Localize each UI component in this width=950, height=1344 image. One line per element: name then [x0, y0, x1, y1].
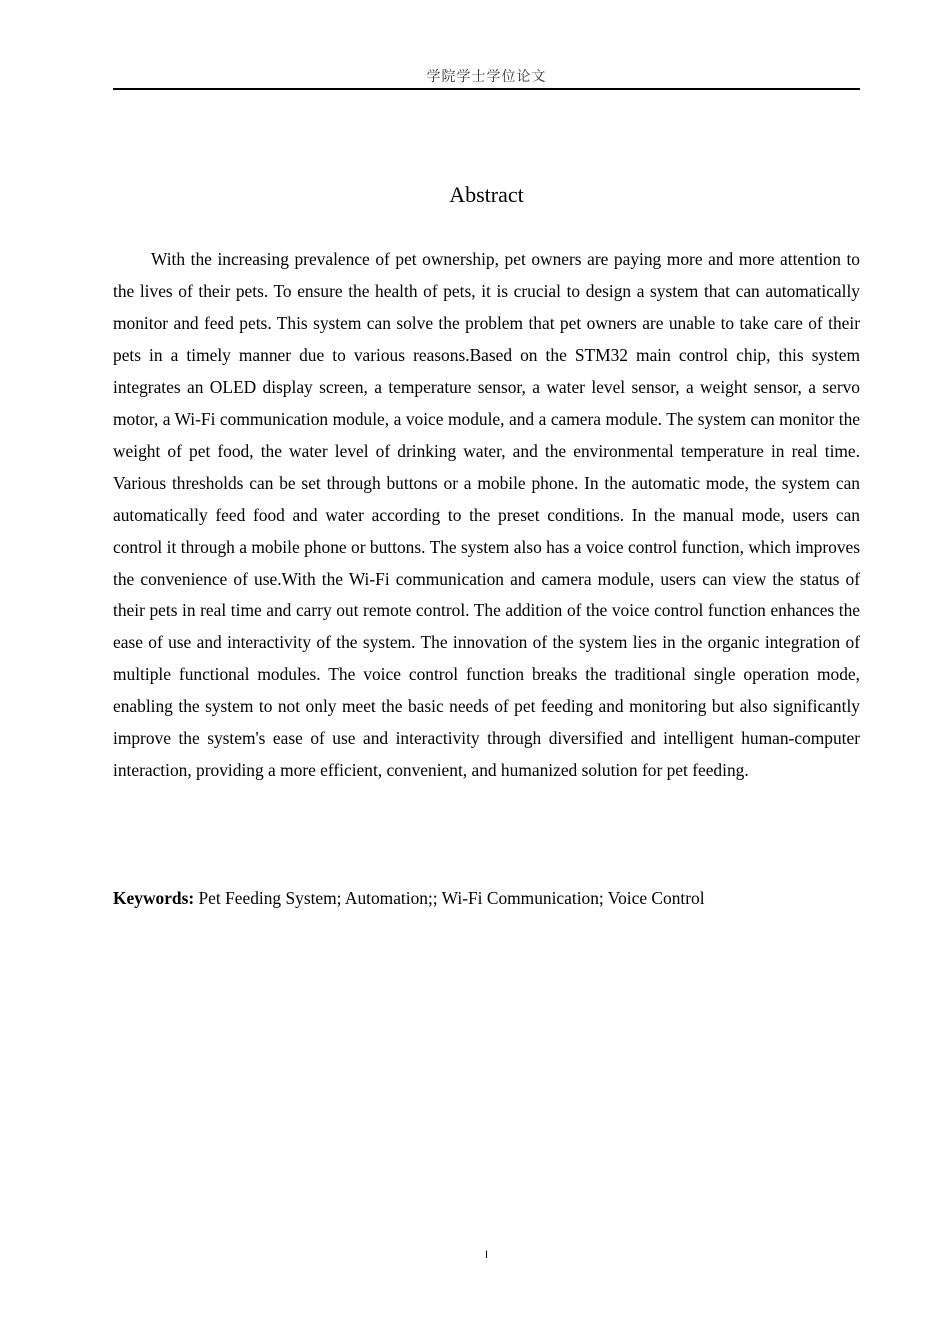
header-rule [113, 88, 860, 90]
page-number: I [484, 1249, 489, 1261]
keywords-text: Pet Feeding System; Automation;; Wi-Fi Communication; Voice Control [198, 888, 705, 908]
keywords-line [113, 883, 860, 913]
abstract-body: With the increasing prevalence of pet ownership, pet owners are paying more and more attention to the lives of their pets. To ensure the health of pets, it is crucial to design a system that can automatically monitor and feed pets. This system can solve the problem that pet owners are unable to take care of their pets in a timely manner due to various reasons.Based on the STM32 main control chip, this system integrates an OLED display screen, a temperature sensor, a water level sensor, a weight sensor, a servo motor, a Wi-Fi communication module, a voice module, and a camera module. The system can monitor the weight of pet food, the water level of drinking water, and the environmental temperature in real time. Various thresholds can be set through buttons or a mobile phone. In the automatic mode, the system can automatically feed food and water according to the preset conditions. In the manual mode, users can control it through a mobile phone or buttons. The system also has a voice control function, which improves the convenience of use.With the Wi-Fi communication and camera module, users can view the status of their pets in real time and carry out remote control. The addition of the voice control function enhances the ease of use and interactivity of the system. The innovation of the system lies in the organic integration of multiple functional modules. The voice control function breaks the traditional single operation mode, enabling the system to not only meet the basic needs of pet feeding and monitoring but also significantly improve the system's ease of use and interactivity through diversified and intelligent human-computer interaction, providing a more efficient, convenient, and humanized solution for pet feeding. [113, 249, 860, 781]
running-header: 学院学士学位论文 [426, 69, 547, 85]
keywords-label: Keywords: [113, 888, 195, 908]
abstract-title: Abstract [449, 182, 524, 207]
